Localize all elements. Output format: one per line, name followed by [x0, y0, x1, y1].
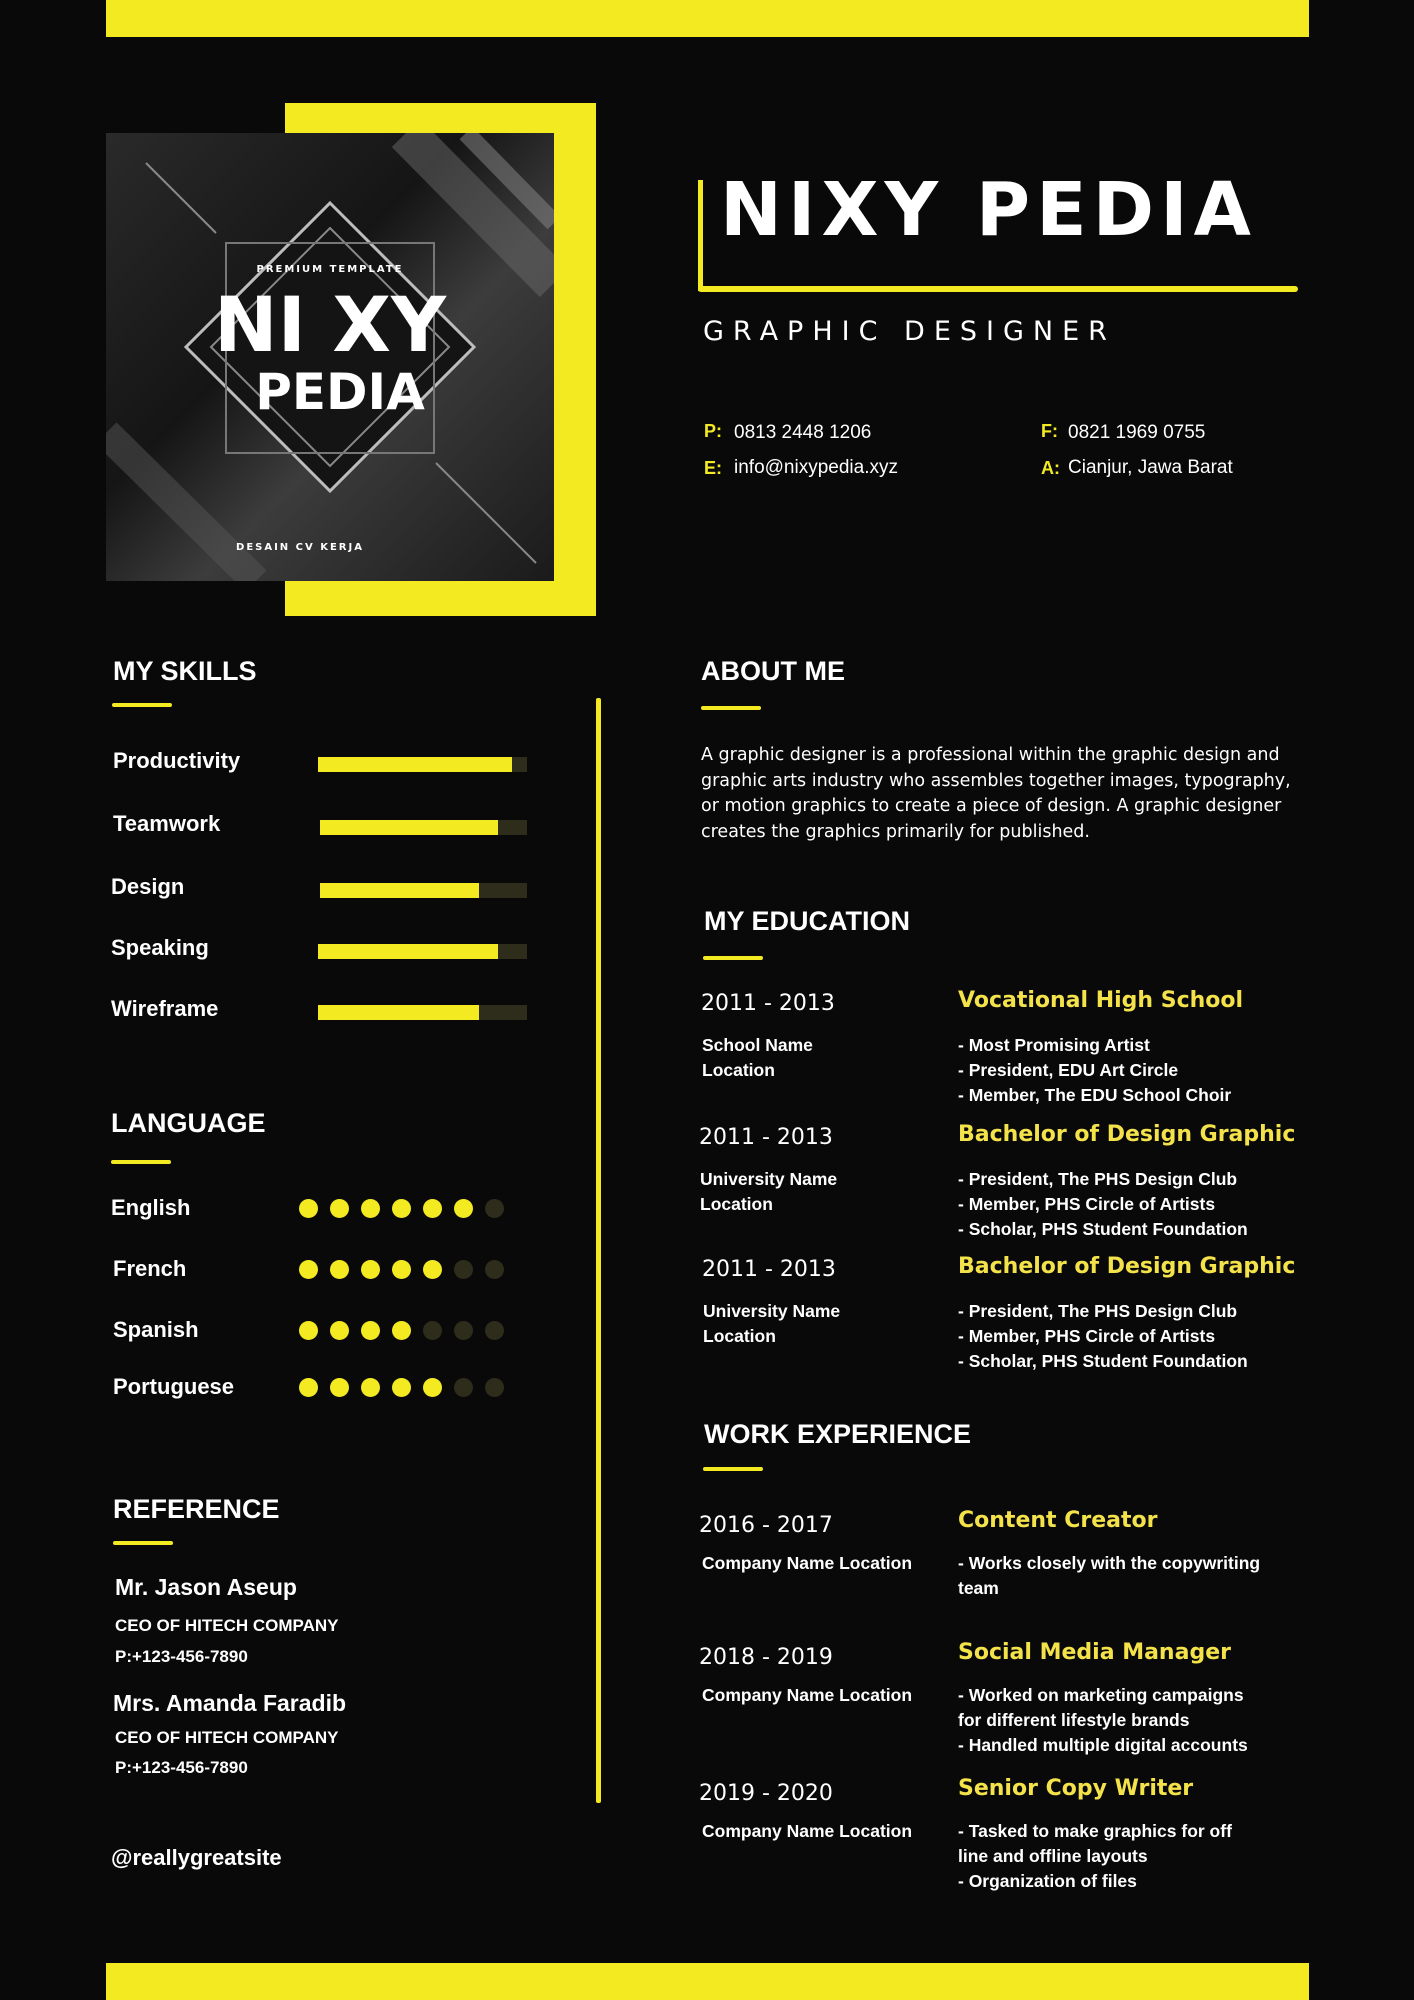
reference-2-name: Mrs. Amanda Faradib — [113, 1690, 347, 1716]
language-level-dot — [454, 1260, 473, 1279]
language-label: Portuguese — [113, 1374, 235, 1399]
language-level-dot — [299, 1321, 318, 1340]
education-bullet: - President, The PHS Design Club — [958, 1301, 1238, 1321]
education-title: Bachelor of Design Graphic — [958, 1254, 1296, 1279]
language-level-dot — [330, 1199, 349, 1218]
education-title: Bachelor of Design Graphic — [958, 1122, 1296, 1147]
skill-track — [320, 883, 527, 898]
skill-label: Productivity — [113, 748, 241, 773]
work-bullet: - Worked on marketing campaigns — [958, 1685, 1244, 1705]
website-handle: @reallygreatsite — [111, 1845, 282, 1870]
photo-bottom-text: DESAIN CV KERJA — [236, 542, 364, 553]
language-label: Spanish — [113, 1317, 199, 1342]
language-level-dot — [423, 1260, 442, 1279]
language-heading: LANGUAGE — [111, 1108, 266, 1138]
about-underline — [701, 706, 761, 710]
skill-level-bar — [318, 1005, 479, 1020]
skill-level-bar — [320, 883, 479, 898]
skill-level-bar — [320, 820, 498, 835]
name-bracket-left — [698, 180, 703, 291]
photo-logo-line2: PEDIA — [255, 363, 425, 421]
education-bullet: - President, The PHS Design Club — [958, 1169, 1238, 1189]
language-level-dot — [423, 1378, 442, 1397]
education-years: 2011 - 2013 — [699, 1125, 833, 1150]
phone-key: P: — [704, 421, 722, 441]
about-heading: ABOUT ME — [701, 656, 845, 686]
language-level-dot — [423, 1321, 442, 1340]
education-institution: University Name — [700, 1169, 838, 1189]
work-bullet: for different lifestyle brands — [958, 1710, 1190, 1730]
education-years: 2011 - 2013 — [701, 991, 835, 1016]
work-heading: WORK EXPERIENCE — [704, 1419, 972, 1449]
photo-logo-line1: NI XY — [214, 280, 446, 369]
language-level-dot — [299, 1378, 318, 1397]
language-level-dot — [392, 1321, 411, 1340]
skill-track — [318, 1005, 527, 1020]
email-value: info@nixypedia.xyz — [734, 457, 898, 478]
language-level-dot — [361, 1378, 380, 1397]
language-level-dot — [454, 1199, 473, 1218]
column-divider — [596, 698, 601, 1803]
language-level-dot — [299, 1199, 318, 1218]
work-bullet: team — [958, 1578, 999, 1598]
work-bullet: - Tasked to make graphics for off — [958, 1821, 1232, 1841]
language-level-dot — [392, 1378, 411, 1397]
skills-heading: MY SKILLS — [113, 656, 257, 686]
reference-1-phone: P:+123-456-7890 — [115, 1647, 248, 1666]
education-location: Location — [702, 1060, 775, 1080]
phone-value: 0813 2448 1206 — [734, 422, 872, 443]
reference-heading: REFERENCE — [113, 1494, 280, 1524]
skill-level-bar — [318, 757, 512, 772]
language-label: French — [113, 1256, 187, 1281]
profile-photo — [106, 133, 554, 581]
education-location: Location — [700, 1194, 773, 1214]
language-level-dot — [485, 1260, 504, 1279]
photo-top-text: PREMIUM TEMPLATE — [256, 264, 404, 275]
work-title: Senior Copy Writer — [958, 1776, 1194, 1801]
work-years: 2019 - 2020 — [699, 1781, 833, 1806]
education-underline — [703, 956, 763, 960]
skill-label: Speaking — [111, 935, 209, 960]
skill-label: Design — [111, 874, 185, 899]
language-level-dot — [392, 1199, 411, 1218]
work-bullet: line and offline layouts — [958, 1846, 1148, 1866]
language-level-dot — [454, 1321, 473, 1340]
work-company: Company Name Location — [702, 1821, 913, 1841]
work-company: Company Name Location — [702, 1685, 913, 1705]
about-text: A graphic designer is a professional within the graphic design and graphic arts industry who assembles together images, typography, or motion graphics to create a piece of design. A graphic designer creates the graphics primarily for published. — [701, 745, 1291, 842]
language-level-dot — [485, 1321, 504, 1340]
address-value: Cianjur, Jawa Barat — [1068, 457, 1233, 478]
education-institution: University Name — [703, 1301, 841, 1321]
bottom-accent-bar — [106, 1963, 1309, 2000]
education-heading: MY EDUCATION — [704, 906, 911, 936]
education-bullet: - Scholar, PHS Student Foundation — [958, 1219, 1248, 1239]
language-level-dot — [330, 1321, 349, 1340]
language-level-dot — [361, 1260, 380, 1279]
work-bullet: - Works closely with the copywriting — [958, 1553, 1261, 1573]
skill-label: Teamwork — [113, 811, 221, 836]
reference-underline — [113, 1541, 173, 1545]
skill-track — [320, 820, 527, 835]
reference-2-title: CEO OF HITECH COMPANY — [115, 1728, 339, 1747]
education-institution: School Name — [702, 1035, 813, 1055]
work-years: 2016 - 2017 — [699, 1513, 833, 1538]
language-level-dot — [485, 1378, 504, 1397]
work-title: Content Creator — [958, 1508, 1158, 1533]
job-title: GRAPHIC DESIGNER — [703, 316, 1116, 347]
language-level-dot — [299, 1260, 318, 1279]
skill-level-bar — [318, 944, 498, 959]
language-level-dot — [485, 1199, 504, 1218]
address-key: A: — [1041, 458, 1060, 478]
skill-label: Wireframe — [111, 996, 219, 1021]
name-bracket-bottom — [698, 286, 1298, 292]
education-location: Location — [703, 1326, 776, 1346]
education-bullet: - Member, PHS Circle of Artists — [958, 1194, 1216, 1214]
fax-value: 0821 1969 0755 — [1068, 422, 1206, 443]
education-bullet: - President, EDU Art Circle — [958, 1060, 1179, 1080]
education-title: Vocational High School — [958, 988, 1244, 1013]
work-company: Company Name Location — [702, 1553, 913, 1573]
language-underline — [111, 1160, 171, 1164]
language-level-dot — [330, 1378, 349, 1397]
person-name: NIXY PEDIA — [720, 167, 1257, 253]
language-level-dot — [361, 1321, 380, 1340]
language-label: English — [111, 1195, 191, 1220]
skill-track — [318, 944, 527, 959]
work-title: Social Media Manager — [958, 1640, 1231, 1665]
language-level-dot — [330, 1260, 349, 1279]
top-accent-bar — [106, 0, 1309, 37]
skills-underline — [112, 703, 172, 707]
education-years: 2011 - 2013 — [702, 1257, 836, 1282]
language-level-dot — [361, 1199, 380, 1218]
education-bullet: - Scholar, PHS Student Foundation — [958, 1351, 1248, 1371]
language-level-dot — [392, 1260, 411, 1279]
language-level-dot — [423, 1199, 442, 1218]
education-bullet: - Most Promising Artist — [958, 1035, 1150, 1055]
email-key: E: — [704, 458, 722, 478]
reference-1-title: CEO OF HITECH COMPANY — [115, 1616, 339, 1635]
work-years: 2018 - 2019 — [699, 1645, 833, 1670]
reference-2-phone: P:+123-456-7890 — [115, 1758, 248, 1777]
language-level-dot — [454, 1378, 473, 1397]
education-bullet: - Member, The EDU School Choir — [958, 1085, 1232, 1105]
reference-1-name: Mr. Jason Aseup — [115, 1574, 297, 1600]
work-bullet: - Organization of files — [958, 1871, 1137, 1891]
skill-track — [318, 757, 527, 772]
fax-key: F: — [1041, 421, 1058, 441]
work-underline — [703, 1467, 763, 1471]
education-bullet: - Member, PHS Circle of Artists — [958, 1326, 1216, 1346]
work-bullet: - Handled multiple digital accounts — [958, 1735, 1248, 1755]
